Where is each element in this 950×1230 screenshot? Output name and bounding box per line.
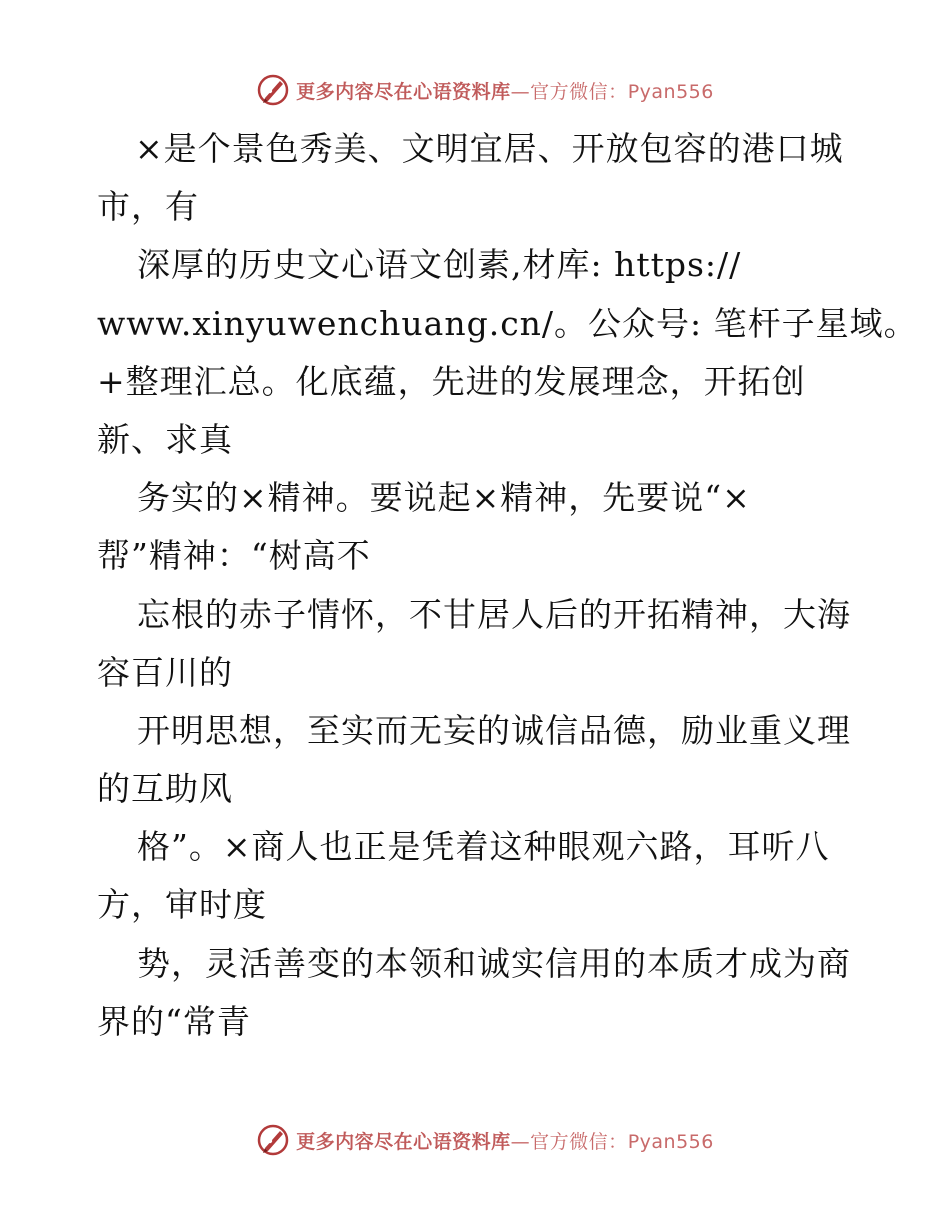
header-banner-text (296, 77, 714, 104)
text-line: 新、求真 (97, 419, 233, 459)
footer-wechat-label: 官方微信： (530, 1130, 628, 1153)
text-line: 深厚的历史文心语文创素,材库: https:// (137, 245, 742, 285)
text-line: ×是个景色秀美、文明宜居、开放包容的港口城 (135, 129, 844, 168)
header-wechat-label: 官方微信： (530, 80, 628, 103)
text-line: 方，审时度 (97, 885, 267, 925)
header-banner-dash: — (510, 80, 531, 103)
pen-logo-icon (256, 1123, 290, 1157)
text-line: 势，灵活善变的本领和诚实信用的本质才成为商 (137, 943, 851, 983)
footer-banner-text (296, 1127, 714, 1154)
text-line: 帮”精神：“树高不 (97, 536, 371, 576)
header-wechat-id: Pyan556 (627, 80, 714, 103)
text-line: +整理汇总。化底蕴，先进的发展理念，开拓创 (97, 361, 806, 401)
pen-logo-icon (256, 73, 290, 107)
header-banner-main: 更多内容尽在心语资料库 (296, 80, 511, 103)
footer-banner-main: 更多内容尽在心语资料库 (296, 1130, 511, 1153)
text-line: 务实的×精神。要说起×精神，先要说“× (137, 478, 751, 518)
text-line: www.xinyuwenchuang.cn/。公众号: 笔杆子星域。 (97, 303, 918, 343)
body-text (97, 120, 918, 1051)
footer-wechat-id: Pyan556 (627, 1130, 714, 1153)
footer-banner-dash: — (510, 1130, 531, 1153)
text-line: 市，有 (97, 187, 199, 227)
text-line: 容百川的 (97, 652, 233, 692)
footer-banner (0, 1120, 950, 1160)
text-line: 格”。×商人也正是凭着这种眼观六路，耳听八 (137, 827, 830, 867)
text-line: 的互助风 (97, 769, 233, 809)
header-banner (0, 70, 950, 110)
text-line: 界的“常青 (97, 1001, 251, 1041)
text-line: 开明思想，至实而无妄的诚信品德，励业重义理 (137, 710, 851, 750)
text-line: 忘根的赤子情怀，不甘居人后的开拓精神，大海 (137, 594, 851, 634)
